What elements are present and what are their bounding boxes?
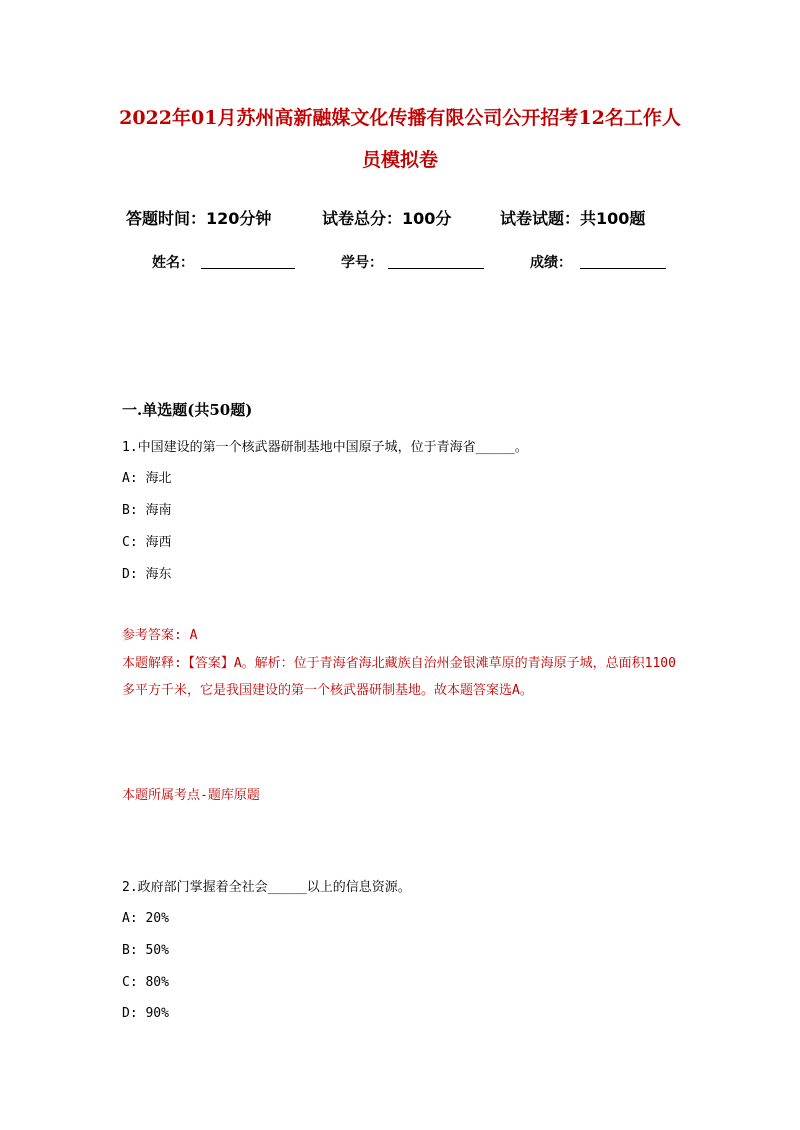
question-1-option-a: A: 海北 xyxy=(122,471,172,486)
question-1-analysis: 本题解释:【答案】A。解析：位于青海省海北藏族自治州金银滩草原的青海原子城，总面积1100多平方千米，它是我国建设的第一个核武器研制基地。故本题答案选A。 xyxy=(122,656,676,698)
question-1-option-c: C: 海西 xyxy=(122,535,172,550)
question-1-answer: 参考答案: A xyxy=(122,628,198,643)
exam-total-score: 试卷总分：100分 xyxy=(322,209,452,228)
exam-question-count: 试卷试题：共100题 xyxy=(500,209,646,228)
question-1-option-d: D: 海东 xyxy=(122,567,172,582)
question-2-option-b: B: 50% xyxy=(122,943,169,958)
question-1-stem: 1.中国建设的第一个核武器研制基地中国原子城，位于青海省_____。 xyxy=(122,440,528,455)
exam-title-line-2: 员模拟卷 xyxy=(361,149,438,171)
question-1-option-b: B: 海南 xyxy=(122,503,172,518)
student-id-blank-line xyxy=(388,268,484,269)
question-2-option-c: C: 80% xyxy=(122,975,169,990)
student-info-row xyxy=(0,250,800,276)
exam-time: 答题时间：120分钟 xyxy=(126,209,272,228)
name-blank-line xyxy=(201,268,295,269)
score-label: 成绩： xyxy=(530,255,572,271)
question-1-topic: 本题所属考点-题库原题 xyxy=(122,788,260,803)
score-blank-line xyxy=(580,268,666,269)
exam-title-line-1: 2022年01月苏州高新融媒文化传播有限公司公开招考12名工作人 xyxy=(119,107,681,129)
name-label: 姓名： xyxy=(152,255,194,271)
question-2-option-a: A: 20% xyxy=(122,911,169,926)
question-2-stem: 2.政府部门掌握着全社会_____以上的信息资源。 xyxy=(122,880,411,895)
student-id-label: 学号： xyxy=(341,255,383,271)
section-title: 一.单选题(共50题) xyxy=(122,401,253,419)
question-2-option-d: D: 90% xyxy=(122,1006,169,1021)
exam-meta-row xyxy=(0,206,800,232)
